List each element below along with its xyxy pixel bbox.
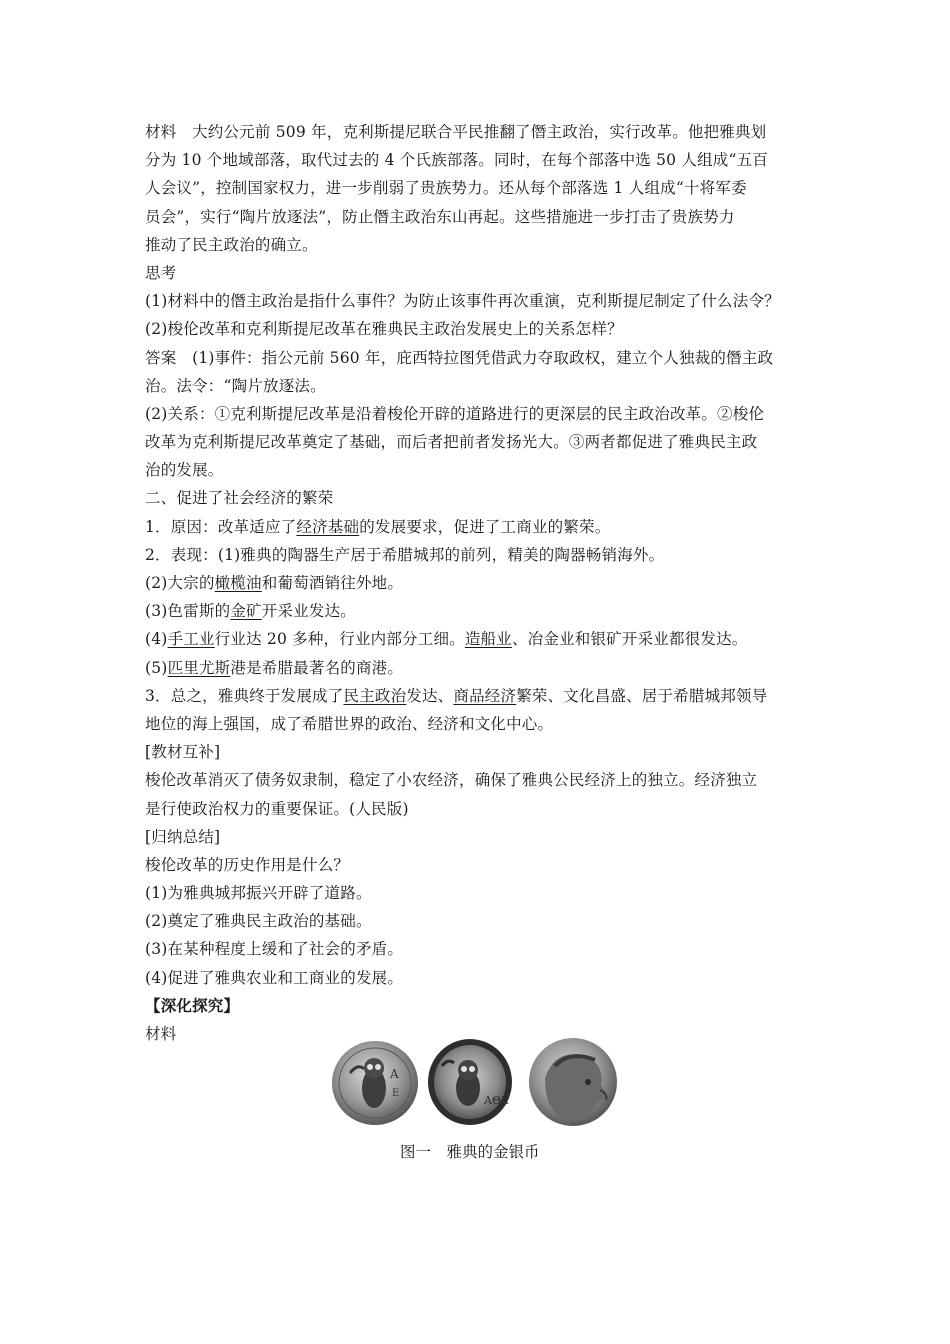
text-span: 港是希腊最著名的商港。	[230, 658, 404, 677]
section2-item-5	[145, 654, 825, 682]
section2-cause	[145, 513, 825, 541]
underlined-term: 手工业	[167, 630, 215, 649]
text-span: 、冶金业和银矿开采业都很发达。	[511, 630, 748, 649]
text-span: (5)	[145, 658, 168, 677]
section2-item-4	[145, 625, 825, 653]
coins-figure	[330, 1038, 620, 1128]
section2-conclusion-1	[145, 682, 825, 710]
supplement-line-1: 梭伦改革消灭了债务奴隶制，稳定了小农经济，确保了雅典公民经济上的独立。经济独立	[145, 771, 758, 790]
answer-line-4: 改革为克利斯提尼改革奠定了基础，而后者把前者发扬光大。③两者都促进了雅典民主政	[145, 433, 758, 452]
underlined-term: 造船业	[464, 630, 512, 649]
material-line-2: 分为 10 个地域部落，取代过去的 4 个氏族部落。同时，在每个部落中选 50 人组成“五百	[145, 151, 768, 170]
figure-caption: 图一 雅典的金银币	[400, 1143, 540, 1161]
text-span: 发达、	[406, 686, 454, 705]
summary-item-2: (2)奠定了雅典民主政治的基础。	[145, 912, 372, 931]
answer-line-5: 治的发展。	[145, 461, 224, 480]
material-line-4: 员会”，实行“陶片放逐法”，防止僭主政治东山再起。这些措施进一步打击了贵族势力	[145, 207, 735, 226]
deepen-heading: 【深化探究】	[145, 995, 240, 1015]
text-span: (4)	[145, 630, 168, 649]
athena-coin-right	[529, 1038, 617, 1126]
answer-line-3: (2)关系：①克利斯提尼改革是沿着梭伦开辟的道路进行的更深层的民主政治改革。②梭伦	[145, 404, 765, 423]
section2-heading: 二、促进了社会经济的繁荣	[145, 489, 334, 508]
answer-line-1: 答案 (1)事件：指公元前 560 年，庇西特拉图凭借武力夺取政权，建立个人独裁的僭主政	[145, 348, 774, 367]
summary-heading: [归纳总结]	[145, 827, 221, 846]
material-line-3: 人会议”，控制国家权力，进一步削弱了贵族势力。还从每个部落选 1 人组成“十将军委	[145, 179, 747, 198]
owl-coin-left	[332, 1041, 418, 1125]
think-question-1: (1)材料中的僭主政治是指什么事件？为防止该事件再次重演，克利斯提尼制定了什么法令？	[145, 292, 780, 311]
material-line-5: 推动了民主政治的确立。	[145, 235, 318, 254]
owl-coin-middle	[428, 1039, 512, 1125]
think-question-2: (2)梭伦改革和克利斯提尼改革在雅典民主政治发展史上的关系怎样？	[145, 320, 623, 339]
coins-image	[330, 1038, 620, 1128]
underlined-term: 民主政治	[343, 686, 407, 705]
summary-item-4: (4)促进了雅典农业和工商业的发展。	[145, 968, 404, 987]
deepen-material-label: 材料	[145, 1025, 177, 1043]
text-span: 开采业发达。	[261, 602, 356, 621]
text-span: 和葡萄酒销往外地。	[261, 574, 404, 592]
text-span: 行业达 20 多种，行业内部分工细。	[214, 630, 465, 649]
material-line-1: 材料 大约公元前 509 年，克利斯提尼联合平民推翻了僭主政治，实行改革。他把雅典划	[145, 123, 767, 141]
svg-text:E: E	[392, 1088, 400, 1099]
answer-line-2: 治。法令：“陶片放逐法。	[145, 376, 326, 395]
think-heading: 思考	[145, 263, 177, 282]
text-span: 繁荣、文化昌盛、居于希腊城邦领导	[516, 686, 768, 705]
underlined-term: 橄榄油	[214, 574, 262, 592]
underlined-term: 商品经济	[453, 686, 517, 705]
supplement-line-2: 是行使政治权力的重要保证。(人民版)	[145, 799, 409, 818]
summary-question: 梭伦改革的历史作用是什么？	[145, 855, 350, 874]
supplement-heading: [教材互补]	[145, 743, 221, 762]
underlined-term: 匹里尤斯	[167, 658, 231, 677]
underlined-term: 经济基础	[296, 517, 360, 536]
svg-text:A: A	[390, 1067, 399, 1081]
text-span: (3)色雷斯的	[145, 602, 231, 621]
text-span: 的发展要求，促进了工商业的繁荣。	[359, 517, 611, 536]
underlined-term: 金矿	[230, 602, 262, 621]
text-span: (2)大宗的	[145, 574, 215, 592]
text-span: 1．原因：改革适应了	[145, 517, 297, 536]
section2-manifestation: 2．表现：(1)雅典的陶器生产居于希腊城邦的前列，精美的陶器畅销海外。	[145, 545, 665, 564]
svg-text:AΘE: AΘE	[484, 1094, 509, 1107]
document-body	[145, 118, 825, 1048]
section2-item-3	[145, 597, 825, 625]
text-span: 3．总之，雅典终于发展成了	[145, 686, 344, 705]
section2-item-2	[145, 569, 825, 597]
summary-item-1: (1)为雅典城邦振兴开辟了道路。	[145, 884, 372, 903]
summary-item-3: (3)在某种程度上缓和了社会的矛盾。	[145, 940, 404, 959]
section2-conclusion-2: 地位的海上强国，成了希腊世界的政治、经济和文化中心。	[145, 714, 554, 733]
